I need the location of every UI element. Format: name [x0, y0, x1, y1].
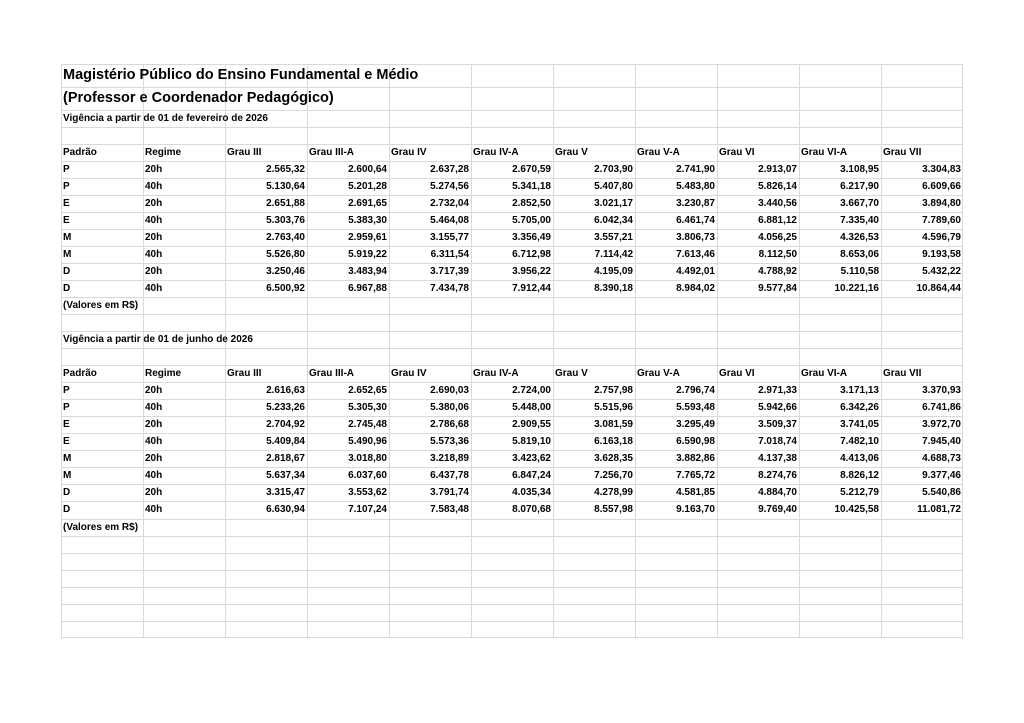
table-row — [61, 450, 963, 467]
value-cell: 2.651,88 — [266, 198, 305, 209]
grid-row-line — [61, 501, 963, 502]
regime-cell: 40h — [145, 215, 163, 226]
table-row — [61, 399, 963, 416]
value-cell: 3.553,62 — [348, 487, 387, 498]
table-row — [61, 382, 963, 399]
padrao-cell: E — [63, 198, 70, 209]
value-cell: 3.882,86 — [676, 453, 715, 464]
value-cell: 3.894,80 — [922, 198, 961, 209]
padrao-cell: P — [63, 402, 70, 413]
value-cell: 6.967,88 — [348, 283, 387, 294]
value-cell: 3.667,70 — [840, 198, 879, 209]
value-cell: 5.380,06 — [430, 402, 469, 413]
regime-cell: 40h — [145, 470, 163, 481]
value-cell: 3.108,95 — [840, 164, 879, 175]
grid-row-line — [61, 484, 963, 485]
value-cell: 3.557,21 — [594, 232, 633, 243]
value-cell: 2.818,67 — [266, 453, 305, 464]
value-cell: 7.912,44 — [512, 283, 551, 294]
value-cell: 3.440,56 — [758, 198, 797, 209]
table-row — [61, 229, 963, 246]
value-cell: 5.483,80 — [676, 181, 715, 192]
value-cell: 4.195,09 — [594, 266, 633, 277]
value-cell: 5.432,22 — [922, 266, 961, 277]
grid-row-line — [61, 604, 963, 605]
value-cell: 3.370,93 — [922, 385, 961, 396]
column-header: Grau VII — [883, 368, 922, 379]
grid-row-line — [61, 536, 963, 537]
value-cell: 6.590,98 — [676, 436, 715, 447]
table-row — [61, 467, 963, 484]
value-cell: 9.769,40 — [758, 504, 797, 515]
grid-row-line — [61, 229, 963, 230]
value-cell: 5.490,96 — [348, 436, 387, 447]
value-cell: 6.461,74 — [676, 215, 715, 226]
grid-column-line — [553, 64, 554, 638]
value-cell: 6.042,34 — [594, 215, 633, 226]
value-cell: 7.583,48 — [430, 504, 469, 515]
value-cell: 7.256,70 — [594, 470, 633, 481]
value-cell: 2.745,48 — [348, 419, 387, 430]
grid-column-line — [143, 64, 144, 638]
table-row — [61, 433, 963, 450]
column-header: Padrão — [63, 368, 97, 379]
value-cell: 4.688,73 — [922, 453, 961, 464]
table-row — [61, 212, 963, 229]
column-header: Grau IV — [391, 147, 427, 158]
value-cell: 5.573,36 — [430, 436, 469, 447]
value-cell: 5.274,56 — [430, 181, 469, 192]
value-cell: 2.600,64 — [348, 164, 387, 175]
grid-column-line — [307, 64, 308, 638]
value-cell: 5.383,30 — [348, 215, 387, 226]
table-row — [61, 416, 963, 433]
value-cell: 8.826,12 — [840, 470, 879, 481]
grid-row-line — [61, 450, 963, 451]
value-cell: 2.786,68 — [430, 419, 469, 430]
grid-row-line — [61, 570, 963, 571]
column-header: Grau IV — [391, 368, 427, 379]
column-header: Regime — [145, 368, 182, 379]
grid-column-line — [389, 64, 390, 638]
header-row — [61, 365, 963, 382]
value-cell: 3.483,94 — [348, 266, 387, 277]
value-cell: 2.909,55 — [512, 419, 551, 430]
value-cell: 8.274,76 — [758, 470, 797, 481]
value-cell: 4.278,99 — [594, 487, 633, 498]
value-cell: 5.593,48 — [676, 402, 715, 413]
grid-row-line — [61, 280, 963, 281]
value-cell: 5.526,80 — [266, 249, 305, 260]
value-cell: 5.303,76 — [266, 215, 305, 226]
value-cell: 2.565,32 — [266, 164, 305, 175]
value-cell: 3.230,87 — [676, 198, 715, 209]
value-cell: 5.407,80 — [594, 181, 633, 192]
value-cell: 9.193,58 — [922, 249, 961, 260]
grid-column-line — [962, 64, 963, 638]
value-cell: 4.596,79 — [922, 232, 961, 243]
grid-row-line — [61, 87, 963, 88]
value-cell: 2.616,63 — [266, 385, 305, 396]
value-cell: 3.628,35 — [594, 453, 633, 464]
grid-column-line — [61, 64, 62, 638]
value-cell: 6.847,24 — [512, 470, 551, 481]
padrao-cell: D — [63, 266, 71, 277]
value-cell: 2.704,92 — [266, 419, 305, 430]
padrao-cell: P — [63, 164, 70, 175]
value-cell: 5.409,84 — [266, 436, 305, 447]
value-cell: 7.482,10 — [840, 436, 879, 447]
value-cell: 11.081,72 — [917, 504, 961, 515]
value-cell: 3.741,05 — [840, 419, 879, 430]
padrao-cell: E — [63, 436, 70, 447]
value-cell: 6.712,98 — [512, 249, 551, 260]
value-cell: 3.509,37 — [758, 419, 797, 430]
value-cell: 10.221,16 — [834, 283, 879, 294]
column-header: Grau IV-A — [473, 147, 519, 158]
value-cell: 6.311,54 — [430, 249, 469, 260]
column-header: Grau III-A — [309, 147, 355, 158]
value-cell: 8.653,06 — [840, 249, 879, 260]
value-cell: 4.581,85 — [676, 487, 715, 498]
table-row — [61, 195, 963, 212]
regime-cell: 20h — [145, 198, 163, 209]
grid-row-line — [61, 416, 963, 417]
value-cell: 6.630,94 — [266, 504, 305, 515]
padrao-cell: E — [63, 419, 70, 430]
value-cell: 5.305,30 — [348, 402, 387, 413]
regime-cell: 20h — [145, 232, 163, 243]
table-row — [61, 280, 963, 297]
padrao-cell: P — [63, 385, 70, 396]
value-cell: 3.304,83 — [922, 164, 961, 175]
grid-row-line — [61, 314, 963, 315]
value-cell: 2.763,40 — [266, 232, 305, 243]
padrao-cell: D — [63, 283, 71, 294]
value-cell: 3.295,49 — [676, 419, 715, 430]
padrao-cell: E — [63, 215, 70, 226]
regime-cell: 40h — [145, 283, 163, 294]
value-cell: 7.107,24 — [348, 504, 387, 515]
value-cell: 5.212,79 — [840, 487, 879, 498]
value-cell: 7.613,46 — [676, 249, 715, 260]
value-cell: 6.217,90 — [840, 181, 879, 192]
table-row — [61, 484, 963, 501]
regime-cell: 40h — [145, 504, 163, 515]
grid-row-line — [61, 297, 963, 298]
value-cell: 3.423,62 — [512, 453, 551, 464]
grid-row-line — [61, 587, 963, 588]
value-cell: 4.492,01 — [676, 266, 715, 277]
spreadsheet-sheet — [61, 64, 963, 638]
grid-row-line — [61, 127, 963, 128]
value-cell: 5.201,28 — [348, 181, 387, 192]
regime-cell: 20h — [145, 164, 163, 175]
value-cell: 3.155,77 — [430, 232, 469, 243]
value-cell: 3.218,89 — [430, 453, 469, 464]
value-cell: 2.757,98 — [594, 385, 633, 396]
value-cell: 2.670,59 — [512, 164, 551, 175]
regime-cell: 40h — [145, 436, 163, 447]
padrao-cell: P — [63, 181, 70, 192]
value-cell: 4.326,53 — [840, 232, 879, 243]
column-header: Padrão — [63, 147, 97, 158]
value-cell: 4.413,06 — [840, 453, 879, 464]
value-cell: 6.500,92 — [266, 283, 305, 294]
grid-row-line — [61, 399, 963, 400]
grid-row-line — [61, 519, 963, 520]
grid-row-line — [61, 467, 963, 468]
value-cell: 2.741,90 — [676, 164, 715, 175]
column-header: Grau V — [555, 147, 588, 158]
value-cell: 2.913,07 — [758, 164, 797, 175]
grid-row-line — [61, 433, 963, 434]
column-header: Grau VI — [719, 147, 755, 158]
grid-row-line — [61, 246, 963, 247]
value-cell: 5.515,96 — [594, 402, 633, 413]
value-cell: 8.390,18 — [594, 283, 633, 294]
regime-cell: 20h — [145, 453, 163, 464]
grid-row-line — [61, 64, 963, 65]
grid-row-line — [61, 178, 963, 179]
value-cell: 2.690,03 — [430, 385, 469, 396]
table-row — [61, 178, 963, 195]
value-cell: 5.826,14 — [758, 181, 797, 192]
header-row — [61, 144, 963, 161]
table-row — [61, 263, 963, 280]
regime-cell: 20h — [145, 487, 163, 498]
value-cell: 2.796,74 — [676, 385, 715, 396]
grid-column-line — [717, 64, 718, 638]
column-header: Grau III — [227, 368, 262, 379]
padrao-cell: D — [63, 487, 71, 498]
value-cell: 5.110,58 — [840, 266, 879, 277]
regime-cell: 20h — [145, 385, 163, 396]
column-header: Grau III-A — [309, 368, 355, 379]
regime-cell: 40h — [145, 402, 163, 413]
grid-row-line — [61, 382, 963, 383]
grid-row-line — [61, 195, 963, 196]
value-cell: 2.959,61 — [348, 232, 387, 243]
value-cell: 3.081,59 — [594, 419, 633, 430]
value-cell: 3.250,46 — [266, 266, 305, 277]
grid-column-line — [799, 64, 800, 638]
grid-column-line — [471, 64, 472, 638]
value-cell: 8.557,98 — [594, 504, 633, 515]
value-cell: 6.437,78 — [430, 470, 469, 481]
value-cell: 2.971,33 — [758, 385, 797, 396]
value-cell: 7.945,40 — [922, 436, 961, 447]
vigencia-label-2: Vigência a partir de 01 de junho de 2026 — [63, 334, 253, 345]
value-cell: 3.356,49 — [512, 232, 551, 243]
value-cell: 9.577,84 — [758, 283, 797, 294]
value-cell: 5.942,66 — [758, 402, 797, 413]
value-cell: 7.434,78 — [430, 283, 469, 294]
value-cell: 5.637,34 — [266, 470, 305, 481]
table-row — [61, 501, 963, 518]
column-header: Grau V-A — [637, 147, 680, 158]
value-cell: 6.037,60 — [348, 470, 387, 481]
value-cell: 3.018,80 — [348, 453, 387, 464]
regime-cell: 20h — [145, 419, 163, 430]
value-cell: 8.984,02 — [676, 283, 715, 294]
sheet-title-line2: (Professor e Coordenador Pedagógico) — [63, 90, 334, 106]
value-cell: 4.035,34 — [512, 487, 551, 498]
value-cell: 2.703,90 — [594, 164, 633, 175]
value-cell: 8.112,50 — [758, 249, 797, 260]
value-cell: 2.732,04 — [430, 198, 469, 209]
value-cell: 2.652,65 — [348, 385, 387, 396]
sheet-title-line1: Magistério Público do Ensino Fundamental e Médio — [63, 67, 419, 83]
grid-row-line — [61, 637, 963, 638]
value-cell: 4.056,25 — [758, 232, 797, 243]
column-header: Grau III — [227, 147, 262, 158]
value-cell: 5.464,08 — [430, 215, 469, 226]
units-note-1: (Valores em R$) — [63, 300, 139, 311]
value-cell: 10.864,44 — [916, 283, 961, 294]
regime-cell: 40h — [145, 181, 163, 192]
grid-row-line — [61, 553, 963, 554]
value-cell: 2.637,28 — [430, 164, 469, 175]
value-cell: 7.789,60 — [922, 215, 961, 226]
value-cell: 5.819,10 — [512, 436, 551, 447]
value-cell: 5.341,18 — [512, 181, 551, 192]
padrao-cell: M — [63, 249, 72, 260]
value-cell: 6.881,12 — [758, 215, 797, 226]
value-cell: 7.018,74 — [758, 436, 797, 447]
value-cell: 7.114,42 — [594, 249, 633, 260]
padrao-cell: D — [63, 504, 71, 515]
value-cell: 3.315,47 — [266, 487, 305, 498]
grid-row-line — [61, 621, 963, 622]
value-cell: 7.335,40 — [840, 215, 879, 226]
value-cell: 5.233,26 — [266, 402, 305, 413]
value-cell: 3.806,73 — [676, 232, 715, 243]
column-header: Grau VI-A — [801, 147, 848, 158]
grid-column-line — [881, 64, 882, 638]
value-cell: 4.788,92 — [758, 266, 797, 277]
value-cell: 9.377,46 — [922, 470, 961, 481]
value-cell: 3.171,13 — [840, 385, 879, 396]
column-header: Regime — [145, 147, 182, 158]
grid-column-line — [635, 64, 636, 638]
value-cell: 8.070,68 — [512, 504, 551, 515]
value-cell: 4.884,70 — [758, 487, 797, 498]
value-cell: 5.705,00 — [512, 215, 551, 226]
units-note-2: (Valores em R$) — [63, 522, 139, 533]
grid-row-line — [61, 365, 963, 366]
padrao-cell: M — [63, 232, 72, 243]
grid-row-line — [61, 144, 963, 145]
value-cell: 10.425,58 — [834, 504, 879, 515]
table-row — [61, 161, 963, 178]
value-cell: 5.448,00 — [512, 402, 551, 413]
value-cell: 6.609,66 — [922, 181, 961, 192]
padrao-cell: M — [63, 470, 72, 481]
value-cell: 5.919,22 — [348, 249, 387, 260]
value-cell: 5.130,64 — [266, 181, 305, 192]
value-cell: 6.741,86 — [922, 402, 961, 413]
padrao-cell: M — [63, 453, 72, 464]
value-cell: 6.342,26 — [840, 402, 879, 413]
value-cell: 2.724,00 — [512, 385, 551, 396]
value-cell: 7.765,72 — [676, 470, 715, 481]
value-cell: 3.021,17 — [594, 198, 633, 209]
grid-row-line — [61, 161, 963, 162]
grid-column-line — [225, 64, 226, 638]
value-cell: 2.852,50 — [512, 198, 551, 209]
column-header: Grau V-A — [637, 368, 680, 379]
value-cell: 3.791,74 — [430, 487, 469, 498]
column-header: Grau IV-A — [473, 368, 519, 379]
value-cell: 4.137,38 — [758, 453, 797, 464]
column-header: Grau V — [555, 368, 588, 379]
table-row — [61, 246, 963, 263]
column-header: Grau VII — [883, 147, 922, 158]
vigencia-label-1: Vigência a partir de 01 de fevereiro de 2026 — [63, 113, 268, 124]
grid-row-line — [61, 212, 963, 213]
grid-row-line — [61, 263, 963, 264]
regime-cell: 40h — [145, 249, 163, 260]
value-cell: 2.691,65 — [348, 198, 387, 209]
grid-row-line — [61, 348, 963, 349]
column-header: Grau VI-A — [801, 368, 848, 379]
value-cell: 9.163,70 — [676, 504, 715, 515]
value-cell: 5.540,86 — [922, 487, 961, 498]
value-cell: 3.717,39 — [430, 266, 469, 277]
value-cell: 6.163,18 — [594, 436, 633, 447]
regime-cell: 20h — [145, 266, 163, 277]
column-header: Grau VI — [719, 368, 755, 379]
value-cell: 3.972,70 — [922, 419, 961, 430]
value-cell: 3.956,22 — [512, 266, 551, 277]
